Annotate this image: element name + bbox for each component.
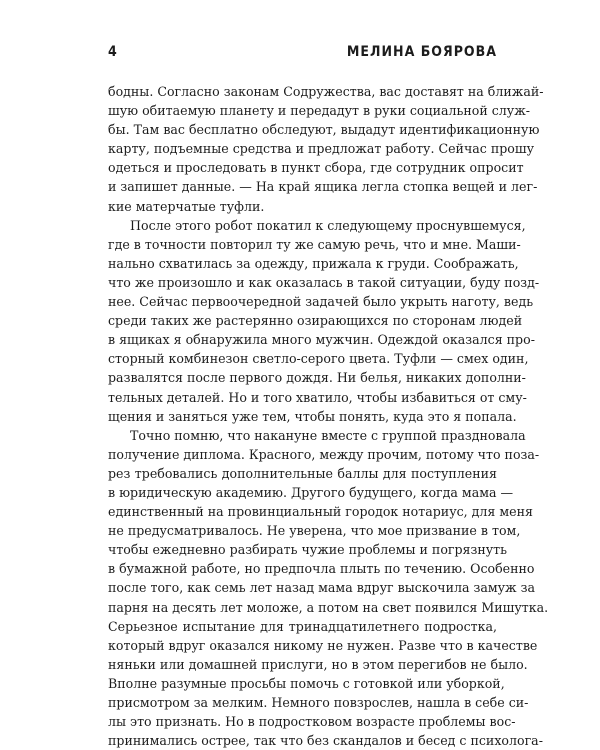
paragraph [108, 216, 540, 426]
text-line: в бумажной работе, но предпочла плыть по течению. Особенно [108, 561, 535, 577]
text-line: парня на десять лет моложе, а потом на свет появился Мишутка. [108, 599, 549, 615]
text-line: одеться и проследовать в пункт сбора, где сотрудник опросит [108, 160, 524, 176]
text-line: среди таких же растерянно озирающихся по сторонам людей [108, 313, 523, 329]
body-text [108, 82, 549, 750]
text-line: бодны. Согласно законам Содружества, вас доставят на ближай- [108, 84, 544, 99]
text-line: чтобы ежедневно разбирать чужие проблемы и погрязнуть [108, 542, 507, 558]
text-line: няньки или домашней прислуги, но в этом перегибов не было. [108, 656, 528, 672]
running-header [108, 44, 497, 60]
text-line: лы это признать. Но в подростковом возрасте проблемы вос- [108, 714, 516, 730]
text-line: Точно помню, что накануне вместе с группой праздновала [130, 427, 526, 443]
text-line: присмотром за мелким. Немного повзрослев, нашла в себе си- [108, 695, 529, 710]
text-line: развалятся после первого дождя. Ни белья, никаких дополни- [108, 370, 526, 386]
text-line: бы. Там вас бесплатно обследуют, выдадут идентификационную [108, 122, 540, 138]
text-line: в юридическую академию. Другого будущего, когда мама — [108, 484, 514, 500]
text-line: шую обитаемую планету и передадут в руки социальной служ- [108, 103, 531, 119]
page-number: 4 [108, 44, 118, 60]
author-name: МЕЛИНА БОЯРОВА [346, 44, 497, 60]
text-line: не предусматривалось. Не уверена, что мое призвание в том, [108, 523, 521, 539]
text-line: тельных деталей. Но и того хватило, чтобы избавиться от сму- [108, 389, 527, 405]
text-line: рез требовались дополнительные баллы для поступления [108, 465, 497, 481]
text-line: в ящиках я обнаружила много мужчин. Одеждой оказался про- [108, 332, 535, 348]
paragraph [108, 82, 544, 216]
text-line: нально схватилась за одежду, прижала к груди. Соображать, [108, 255, 519, 271]
text-line: где в точности повторил ту же самую речь, что и мне. Маши- [108, 236, 521, 252]
text-line: принимались острее, так что без скандалов и бесед с психолога- [108, 733, 543, 749]
text-line: после того, как семь лет назад мама вдруг выскочила замуж за [108, 580, 536, 596]
text-line: После этого робот покатил к следующему проснувшемуся, [130, 217, 526, 233]
text-line: и запишет данные. — На край ящика легла стопка вещей и лег- [108, 179, 538, 195]
text-line: нее. Сейчас первоочередной задачей было укрыть наготу, ведь [108, 294, 534, 310]
text-line: что же произошло и как оказалась в такой ситуации, буду позд- [108, 274, 540, 290]
text-line: получение диплома. Красного, между прочим, потому что поза- [108, 446, 540, 462]
text-line: карту, подъемные средства и предложат работу. Сейчас прошу [108, 141, 534, 157]
text-line: щения и заняться уже тем, чтобы понять, куда это я попала. [108, 408, 517, 424]
text-line: который вдруг оказался никому не нужен. Разве что в качестве [108, 637, 538, 653]
text-line: кие матерчатые туфли. [108, 198, 265, 214]
paragraph [108, 426, 549, 750]
text-line: Вполне разумные просьбы помочь с готовкой или уборкой, [108, 675, 505, 691]
text-line: единственный на провинциальный городок нотариус, для меня [108, 504, 533, 520]
text-line: Серьезное испытание для тринадцатилетнего подростка, [108, 618, 497, 634]
text-line: сторный комбинезон светло-серого цвета. Туфли — смех один, [108, 351, 529, 367]
